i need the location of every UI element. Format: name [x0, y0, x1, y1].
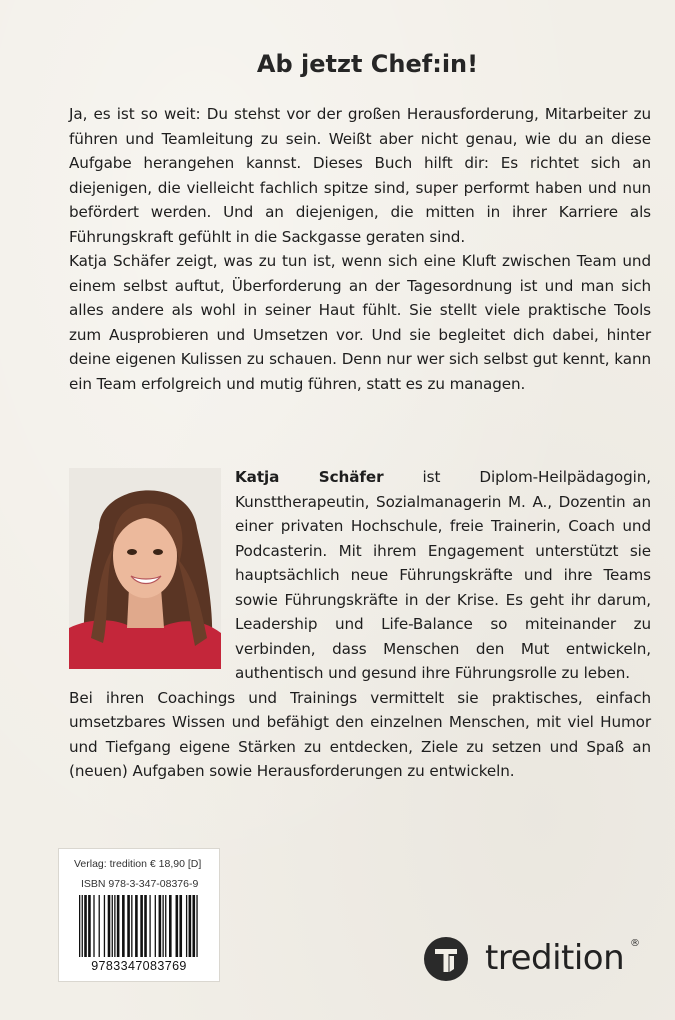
barcode-bar — [144, 895, 147, 957]
isbn-text: ISBN 978-3-347-08376-9 — [81, 878, 199, 890]
publisher-price: Verlag: tredition € 18,90 [D] — [74, 858, 202, 870]
barcode-bar — [93, 895, 94, 957]
barcode-bar — [149, 895, 150, 957]
barcode-bar — [104, 895, 105, 957]
barcode-bar — [140, 895, 143, 957]
barcode-bar — [186, 895, 187, 957]
author-name: Katja Schäfer — [235, 468, 384, 486]
registered-mark: ® — [630, 938, 640, 949]
barcode-bar — [108, 895, 111, 957]
tredition-logo-icon — [423, 936, 469, 982]
barcode-bar — [79, 895, 80, 957]
barcode-bar — [135, 895, 138, 957]
barcode-bar — [82, 895, 83, 957]
barcode-bar — [114, 895, 115, 957]
barcode-bar — [131, 895, 132, 957]
barcode-bar — [169, 895, 172, 957]
tredition-wordmark: tredition — [485, 938, 625, 978]
barcode-bar — [159, 895, 162, 957]
barcode-bar — [162, 895, 163, 957]
author-bio-part-2: Bei ihren Coachings und Trainings vermittelt sie praktisches, einfach umsetzbares Wissen und befähigt den einzelnen Menschen, mit viel Humor und Tiefgang eigene Stärken zu entdecken, Ziele zu setzen und Spaß an (neuen) Aufgaben sowie Herausforderungen zu entwickeln. — [69, 688, 651, 780]
barcode-bar — [192, 895, 195, 957]
barcode-bar — [165, 895, 166, 957]
barcode-bar — [84, 895, 87, 957]
barcode-bar — [122, 895, 125, 957]
blurb-paragraph-2: Katja Schäfer zeigt, was zu tun ist, wenn sich eine Kluft zwischen Team und einem selbst auftut, Überforderung an der Tagesordnung ist und man sich alles andere als wohl in seiner Haut fühlt. Sie stellt viele praktische Tools zum Ausprobieren und Umsetzen vor. Und sie begleitet dich dabei, hinter deine eigenen Kulissen zu schauen. Denn nur wer sich selbst gut kennt, kann ein Team erfolgreich und mutig führen, statt es zu managen. — [69, 252, 651, 393]
book-blurb — [69, 102, 651, 396]
book-title: Ab jetzt Chef:in! — [256, 50, 479, 78]
price-isbn-box — [58, 848, 220, 982]
barcode-bar — [196, 895, 197, 957]
barcode-bar — [88, 895, 91, 957]
barcode-bar — [112, 895, 113, 957]
author-bio-part-1: ist Diplom-Heilpädagogin, Kunsttherapeutin, Sozialmanagerin M. A., Dozentin an einer privaten Hochschule, freie Trainerin, Coach und Podcasterin. Mit ihrem Engagement unterstützt sie hauptsächlich neue Führungskräfte und ihre Teams sowie Führungskräfte in der Krise. Es geht ihr darum, Leadership und Life-Balance so miteinander zu verbinden, dass Menschen den Mut entwickeln, authentisch und gesund ihre Führungsrolle zu leben. — [235, 468, 651, 682]
barcode-bar — [127, 895, 130, 957]
barcode-bar — [155, 895, 156, 957]
barcode-number: 9783347083769 — [91, 959, 187, 973]
barcode-bar — [179, 895, 182, 957]
barcode-bar — [117, 895, 120, 957]
barcode-bar — [99, 895, 100, 957]
blurb-paragraph-1: Ja, es ist so weit: Du stehst vor der großen Herausforderung, Mitarbeiter zu führen und Teamleitung zu sein. Weißt aber nicht genau, wie du an diese Aufgabe herangehen kannst. Dieses Buch hilft dir: Es richtet sich an diejenigen, die vielleicht fachlich spitze sind, super performt haben und nun befördert werden. Und an diejenigen, die mitten in ihrer Karriere als Führungskraft gefühlt in die Sackgasse geraten sind. — [69, 105, 651, 246]
barcode-bar — [189, 895, 192, 957]
barcode — [79, 895, 199, 957]
barcode-bar — [176, 895, 179, 957]
publisher-logo — [423, 936, 653, 986]
author-bio — [69, 465, 651, 784]
